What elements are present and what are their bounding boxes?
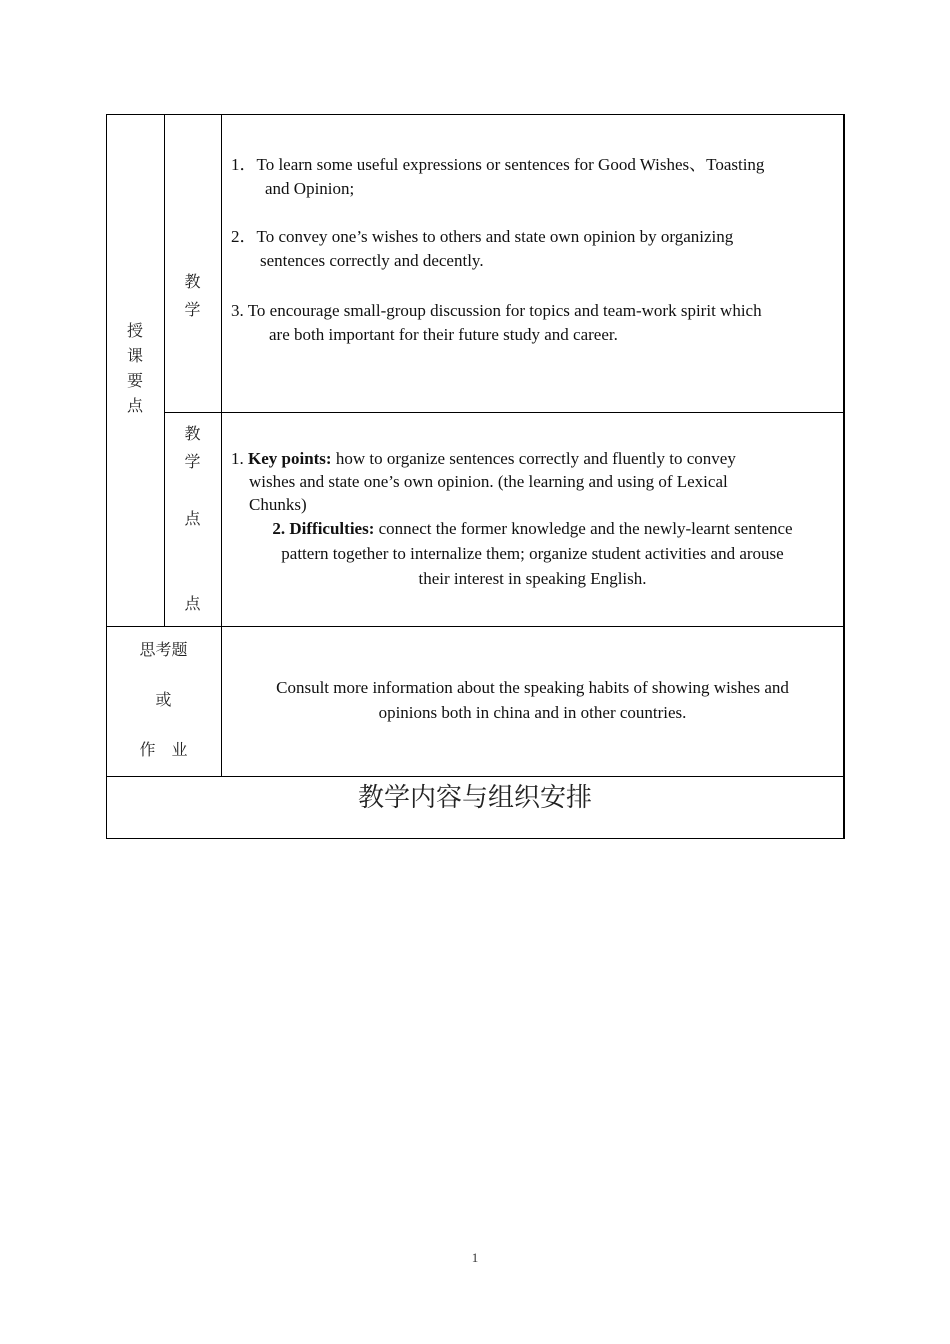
objective-text-continued: sentences correctly and decently. (260, 251, 484, 270)
section-label (106, 318, 164, 418)
homework-label-line: 作 业 (139, 740, 188, 759)
objective-number: 3. (231, 301, 244, 320)
homework-label-line: 思考题 (139, 640, 188, 659)
table-border-left (106, 114, 107, 839)
section-label-char: 点 (126, 396, 143, 415)
content-section-title: 教学内容与组织安排 (357, 783, 592, 813)
objectives-label-char: 教 (184, 272, 201, 291)
key-points-label-char: 学 (184, 452, 201, 471)
section-label-char: 课 (126, 346, 143, 365)
key-points-label-char: 点 (184, 509, 201, 528)
objective-number: 1． (231, 155, 257, 174)
table-border-right (843, 114, 845, 839)
key-point-text-continued: Chunks) (249, 495, 307, 514)
key-point-heading: Key points: (248, 449, 332, 468)
objective-text-continued: are both important for their future study and career. (269, 325, 618, 344)
table-column-divider (164, 114, 165, 626)
key-points-label-char: 点 (184, 594, 201, 613)
objectives-list (231, 153, 835, 347)
key-points-label (164, 420, 221, 476)
key-point-number: 1. (231, 449, 244, 468)
table-border-bottom (106, 838, 845, 839)
table-row-divider (106, 626, 845, 627)
objective-item (231, 299, 835, 323)
section-label-char: 授 (126, 321, 143, 340)
homework-text: opinions both in china and in other countries. (378, 703, 687, 722)
key-points-content (231, 447, 835, 516)
key-point-text: how to organize sentences correctly and fluently to convey (335, 449, 736, 468)
objective-text: To convey one’s wishes to others and state own opinion by organizing (256, 227, 734, 246)
objectives-label-char: 学 (184, 300, 201, 319)
key-points-label-char: 教 (184, 424, 201, 443)
page-number: 1 (471, 1250, 479, 1265)
difficulty-text-continued: their interest in speaking English. (418, 569, 647, 588)
section-label-char: 要 (126, 371, 143, 390)
objectives-label (164, 268, 221, 324)
objective-text: To learn some useful expressions or sentences for Good Wishes、Toasting (256, 155, 765, 174)
objective-item (231, 225, 835, 249)
table-row-divider (164, 412, 845, 413)
key-point-text-continued: wishes and state one’s own opinion. (the learning and using of Lexical (249, 472, 728, 491)
difficulty-text: connect the former knowledge and the newly-learnt sentence (378, 519, 793, 538)
objective-text-continued: and Opinion; (265, 179, 355, 198)
objective-item (231, 153, 835, 177)
table-row-divider (106, 776, 845, 777)
objective-number: 2． (231, 227, 257, 246)
key-point-item (231, 447, 835, 470)
difficulty-text-continued: pattern together to internalize them; organize student activities and arouse (281, 544, 784, 563)
table-border-top (106, 114, 845, 115)
difficulty-item (222, 516, 843, 541)
difficulty-heading: 2. Difficulties: (272, 519, 375, 538)
homework-text: Consult more information about the speaking habits of showing wishes and (276, 678, 789, 697)
homework-content (222, 675, 843, 725)
homework-label-line: 或 (155, 690, 172, 709)
objective-text: To encourage small-group discussion for topics and team-work spirit which (247, 301, 762, 320)
difficulties-content (222, 516, 843, 591)
